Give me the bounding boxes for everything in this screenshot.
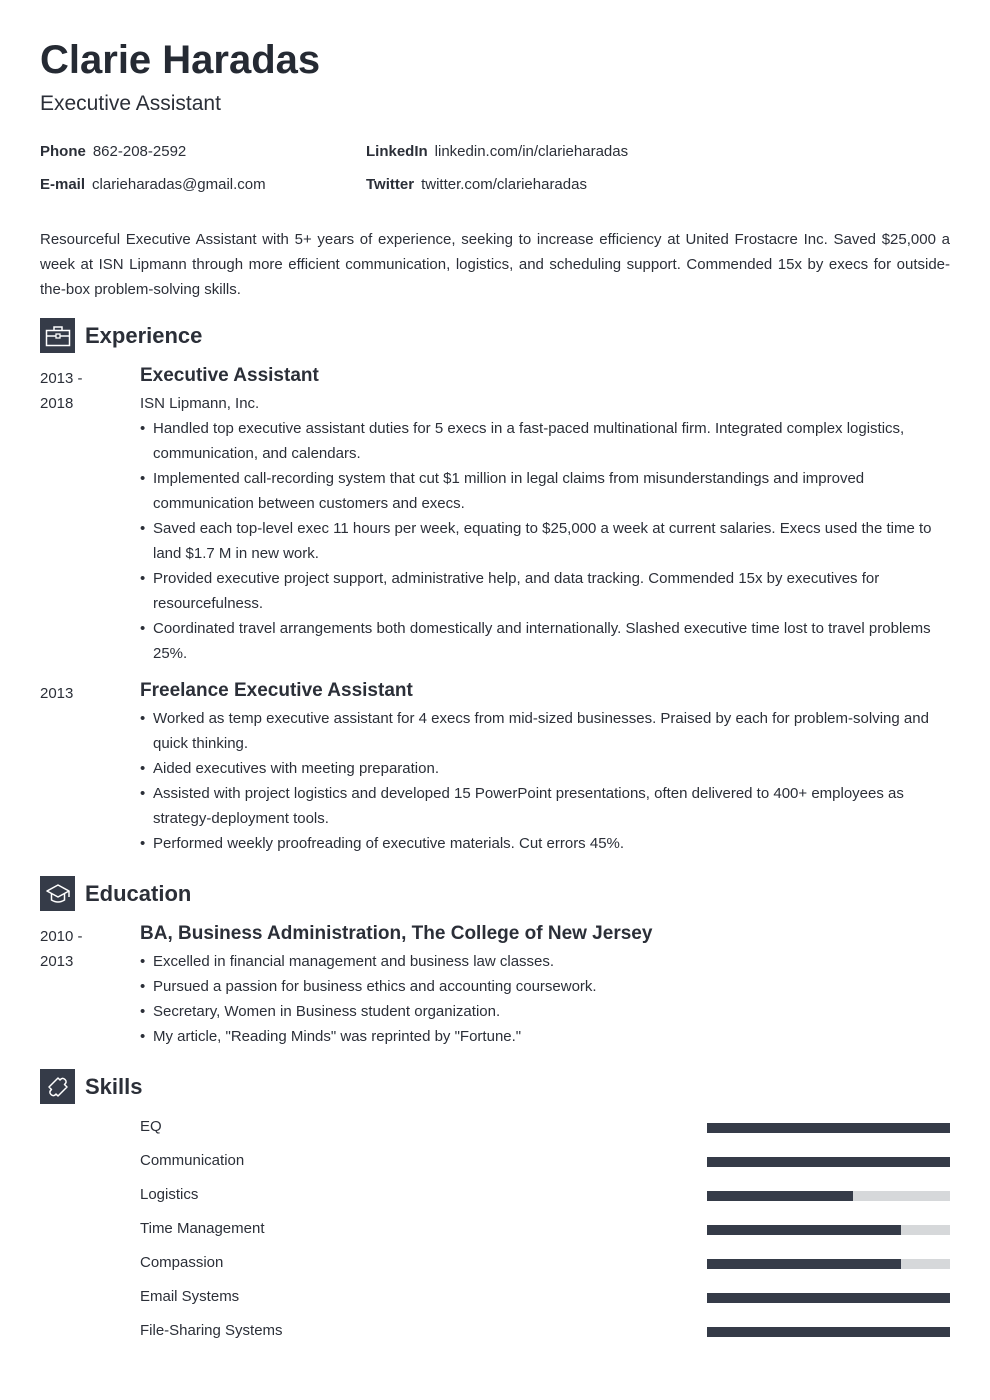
entry-body (140, 681, 950, 856)
email-value[interactable]: clarieharadas@gmail.com (92, 176, 266, 193)
skill-level-fill (707, 1123, 950, 1133)
entry-body (140, 924, 950, 1049)
bullet-item: • Pursued a passion for business ethics and accounting coursework. (140, 974, 950, 999)
bullet-item: • Handled top executive assistant duties for 5 execs in a fast-paced multinational firm. Integrated complex logistics, communication, and calendars. (140, 416, 950, 466)
skill-name: Compassion (140, 1254, 224, 1271)
twitter-label: Twitter (366, 176, 415, 193)
skill-name: Logistics (140, 1186, 199, 1203)
bullet-item: • Aided executives with meeting preparation. (140, 756, 950, 781)
skill-name: Communication (140, 1152, 245, 1169)
contact-twitter (366, 175, 587, 195)
experience-heading: Experience (85, 323, 203, 348)
skill-name: File-Sharing Systems (140, 1322, 283, 1339)
job-title: Executive Assistant (140, 365, 319, 386)
bullet-item: • Performed weekly proofreading of executive materials. Cut errors 45%. (140, 831, 950, 856)
contact-linkedin (366, 142, 628, 162)
skill-level-fill (707, 1259, 901, 1269)
entry-date (40, 366, 130, 416)
skill-level-fill (707, 1157, 950, 1167)
briefcase-icon (40, 318, 75, 353)
bullet-item: • Secretary, Women in Business student organization. (140, 999, 950, 1024)
skill-row (140, 1219, 950, 1239)
candidate-name: Clarie Haradas (40, 38, 321, 82)
bullet-item: • Worked as temp executive assistant for 4 execs from mid-sized businesses. Praised by each for problem-solving and quick thinking. (140, 706, 950, 756)
skill-level-fill (707, 1191, 853, 1201)
bullet-item: • Excelled in financial management and business law classes. (140, 949, 950, 974)
candidate-role: Executive Assistant (40, 92, 221, 115)
bullet-item: • Saved each top-level exec 11 hours per week, equating to $25,000 a week at current salaries. Execs used the time to land $1.7 M in new work. (140, 516, 950, 566)
puzzle-icon (40, 1069, 75, 1104)
phone-value: 862-208-2592 (92, 143, 187, 160)
graduation-cap-icon (40, 876, 75, 911)
skill-level-bar (707, 1191, 950, 1201)
entry-date (40, 924, 130, 974)
skill-row (140, 1117, 950, 1137)
skill-level-fill (707, 1327, 950, 1337)
skill-name: Time Management (140, 1220, 265, 1237)
contact-email (40, 175, 266, 195)
linkedin-label: LinkedIn (366, 143, 428, 160)
date-start: 2013 (40, 685, 74, 702)
skill-row (140, 1287, 950, 1307)
date-end: 2018 (40, 395, 74, 412)
phone-label: Phone (40, 143, 86, 160)
skill-row (140, 1321, 950, 1341)
bullet-list (140, 706, 950, 856)
linkedin-value[interactable]: linkedin.com/in/clarieharadas (434, 143, 629, 160)
skill-level-bar (707, 1123, 950, 1133)
skill-level-bar (707, 1225, 950, 1235)
skill-row (140, 1185, 950, 1205)
bullet-item: • Implemented call-recording system that cut $1 million in legal claims from misunderstandings and improved communication between customers and execs. (140, 466, 950, 516)
skill-level-fill (707, 1225, 901, 1235)
bullet-item: • Coordinated travel arrangements both domestically and internationally. Slashed executive time lost to travel problems 25%. (140, 616, 950, 666)
skill-level-bar (707, 1259, 950, 1269)
contact-phone (40, 142, 186, 162)
degree-title: BA, Business Administration, The College of New Jersey (140, 923, 653, 944)
skill-row (140, 1151, 950, 1171)
skill-name: EQ (140, 1118, 162, 1135)
company-name: ISN Lipmann, Inc. (140, 395, 260, 412)
skill-name: Email Systems (140, 1288, 240, 1305)
summary-paragraph: Resourceful Executive Assistant with 5+ years of experience, seeking to increase efficiency at United Frostacre Inc. Saved $25,000 a week at ISN Lipmann through more efficient communication, logistics, and scheduling support. Commended 15x by execs for outside-the-box problem-solving skills. (40, 231, 950, 298)
date-start: 2013 - (40, 370, 83, 387)
bullet-item: • Assisted with project logistics and developed 15 PowerPoint presentations, often delivered to 400+ employees as strategy-deployment tools. (140, 781, 950, 831)
twitter-value[interactable]: twitter.com/clarieharadas (421, 176, 587, 193)
bullet-item: • My article, "Reading Minds" was reprinted by "Fortune." (140, 1024, 950, 1049)
job-title: Freelance Executive Assistant (140, 680, 413, 701)
date-start: 2010 - (40, 928, 83, 945)
entry-date (40, 681, 130, 706)
bullet-list (140, 949, 950, 1049)
date-end: 2013 (40, 953, 74, 970)
education-heading: Education (85, 881, 192, 906)
skill-level-bar (707, 1327, 950, 1337)
skill-level-bar (707, 1293, 950, 1303)
skill-row (140, 1253, 950, 1273)
skill-level-bar (707, 1157, 950, 1167)
skills-heading: Skills (85, 1074, 143, 1099)
email-label: E-mail (40, 176, 86, 193)
skill-level-fill (707, 1293, 950, 1303)
entry-body (140, 366, 950, 666)
bullet-item: • Provided executive project support, administrative help, and data tracking. Commended 15x by executives for resourcefulness. (140, 566, 950, 616)
bullet-list (140, 416, 950, 666)
